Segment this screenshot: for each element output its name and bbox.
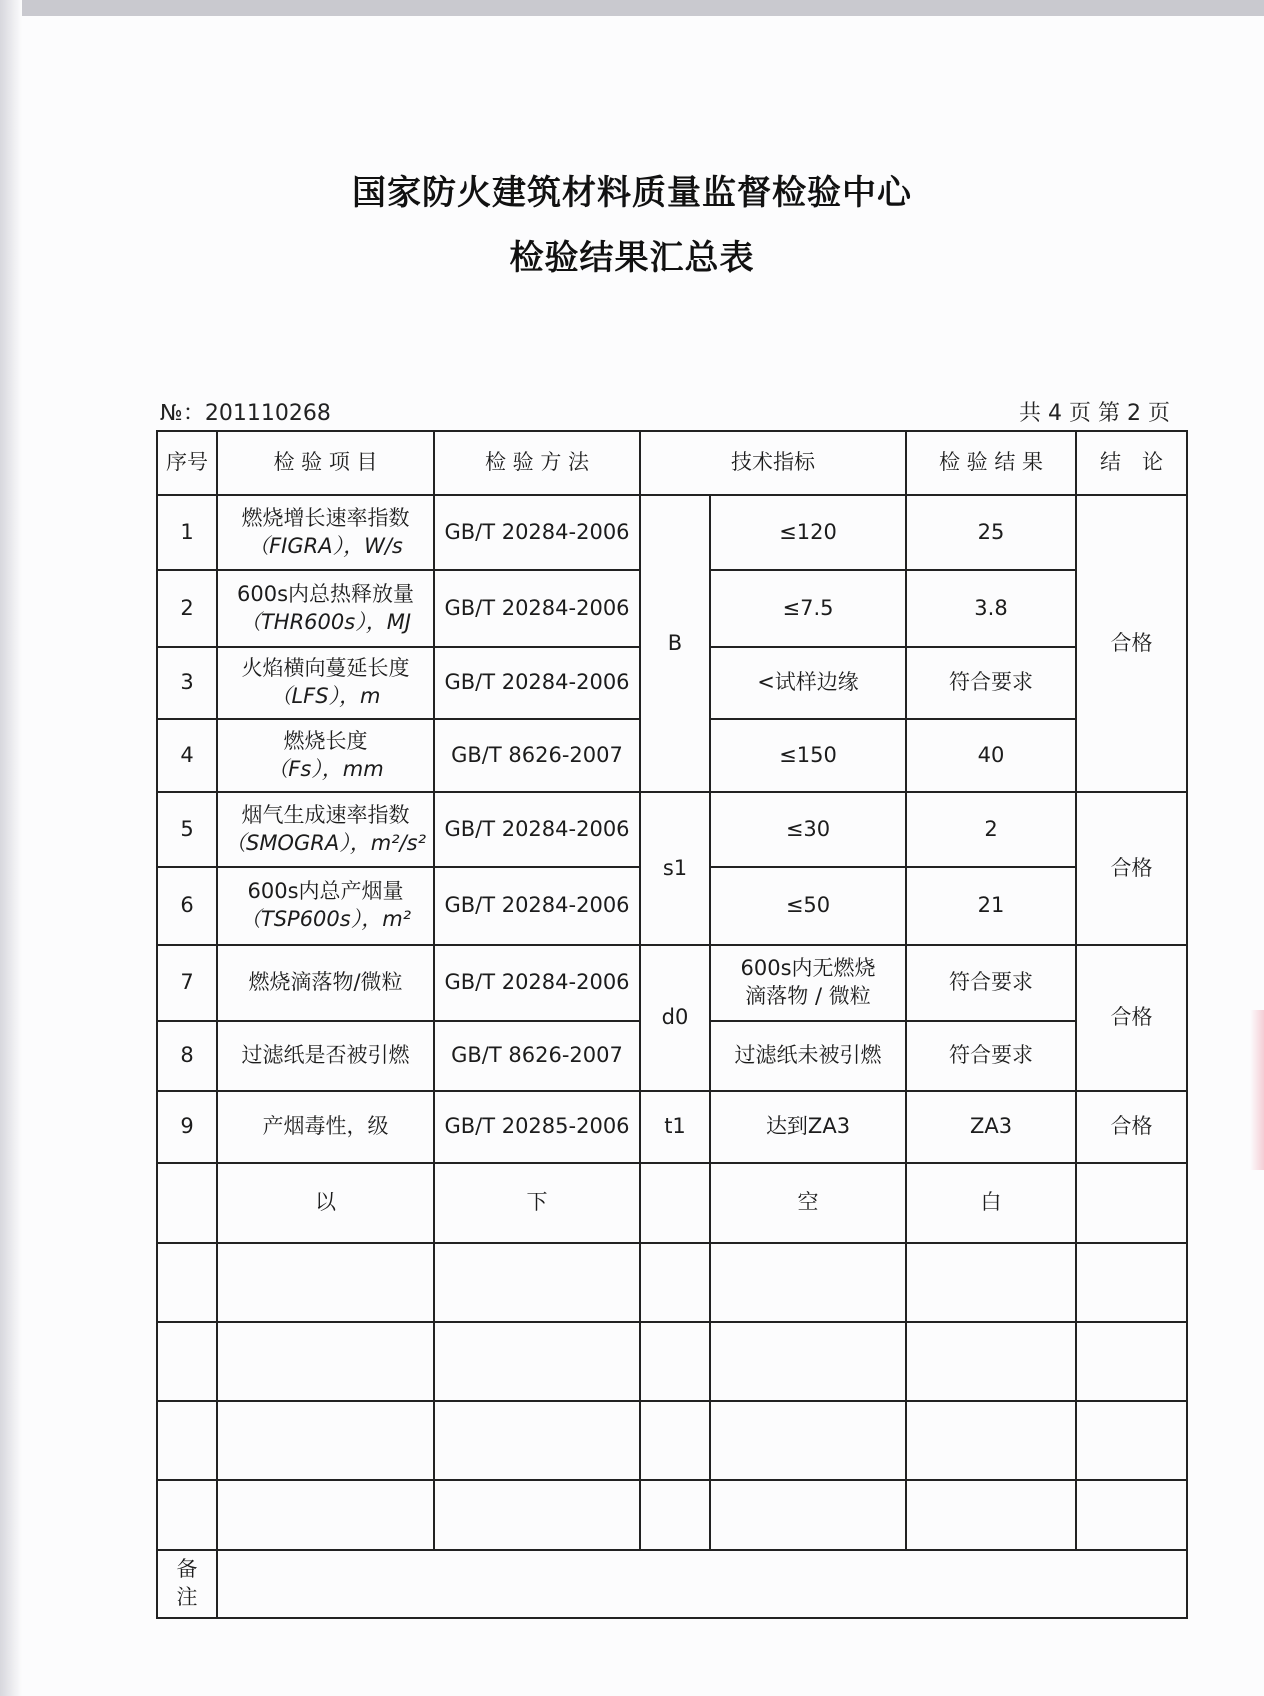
table-header-row	[157, 431, 1187, 495]
notes-label-text: 备注	[176, 1557, 198, 1609]
row-item	[217, 719, 434, 792]
row-result: 符合要求	[906, 647, 1076, 719]
row-no: 2	[157, 570, 217, 647]
col-header-result: 检 验 结 果	[906, 431, 1076, 495]
row-result: 2	[906, 792, 1076, 867]
row-no: 4	[157, 719, 217, 792]
item-line-symbol: （FIGRA），W/s	[248, 533, 403, 558]
class-cell: B	[640, 495, 710, 792]
table-row	[157, 495, 1187, 570]
item-line: 烟气生成速率指数	[241, 802, 410, 827]
empty-row	[157, 1243, 1187, 1322]
report-number: №：201110268	[160, 401, 331, 426]
blank-marker-row	[157, 1163, 1187, 1243]
table-row	[157, 945, 1187, 1021]
row-method: GB/T 20285-2006	[434, 1091, 640, 1163]
row-index	[710, 945, 906, 1021]
index-line: 600s内无燃烧	[740, 956, 876, 981]
row-item: 产烟毒性，级	[217, 1091, 434, 1163]
item-line: 燃烧增长速率指数	[241, 505, 410, 530]
item-line-symbol: （Fs），mm	[267, 756, 384, 781]
row-method: GB/T 20284-2006	[434, 495, 640, 570]
row-no: 6	[157, 867, 217, 945]
doc-title: 检验结果汇总表	[509, 238, 755, 278]
row-item: 燃烧滴落物/微粒	[217, 945, 434, 1021]
row-no: 9	[157, 1091, 217, 1163]
col-header-conclusion: 结 论	[1076, 431, 1187, 495]
row-item	[217, 867, 434, 945]
row-index: 达到ZA3	[710, 1091, 906, 1163]
row-index: ≤30	[710, 792, 906, 867]
class-cell: t1	[640, 1091, 710, 1163]
row-index: 过滤纸未被引燃	[710, 1021, 906, 1091]
row-index: ≤150	[710, 719, 906, 792]
page-info: 共 4 页 第 2 页	[1019, 401, 1170, 426]
empty-row	[157, 1322, 1187, 1401]
row-index: ≤7.5	[710, 570, 906, 647]
item-line-symbol: （SMOGRA），m²/s²	[224, 830, 427, 855]
red-stamp-edge	[1250, 1010, 1264, 1170]
row-result: ZA3	[906, 1091, 1076, 1163]
item-line: 600s内总产烟量	[247, 879, 404, 904]
item-line: 燃烧长度	[283, 728, 368, 753]
item-line: 600s内总热释放量	[236, 581, 415, 606]
blank-marker: 下	[434, 1163, 640, 1243]
row-item: 过滤纸是否被引燃	[217, 1021, 434, 1091]
notes-row	[157, 1550, 1187, 1618]
row-item	[217, 495, 434, 570]
row-result: 25	[906, 495, 1076, 570]
col-header-item: 检 验 项 目	[217, 431, 434, 495]
blank-marker: 空	[710, 1163, 906, 1243]
conclusion-cell: 合格	[1076, 792, 1187, 945]
table-row	[157, 1091, 1187, 1163]
page-edge	[0, 0, 1264, 16]
org-title: 国家防火建筑材料质量监督检验中心	[352, 173, 912, 213]
conclusion-cell: 合格	[1076, 495, 1187, 792]
row-no: 1	[157, 495, 217, 570]
row-result: 符合要求	[906, 1021, 1076, 1091]
conclusion-cell: 合格	[1076, 945, 1187, 1091]
row-item	[217, 792, 434, 867]
row-result: 符合要求	[906, 945, 1076, 1021]
row-method: GB/T 20284-2006	[434, 867, 640, 945]
notes-label	[157, 1550, 217, 1618]
results-table	[156, 430, 1188, 1619]
row-no: 7	[157, 945, 217, 1021]
row-result: 3.8	[906, 570, 1076, 647]
blank-marker: 以	[217, 1163, 434, 1243]
row-result: 40	[906, 719, 1076, 792]
row-index: ≤120	[710, 495, 906, 570]
row-method: GB/T 20284-2006	[434, 570, 640, 647]
class-cell: d0	[640, 945, 710, 1091]
empty-row	[157, 1480, 1187, 1550]
row-result: 21	[906, 867, 1076, 945]
class-cell: s1	[640, 792, 710, 945]
row-method: GB/T 8626-2007	[434, 1021, 640, 1091]
index-line: 滴落物 / 微粒	[745, 984, 871, 1008]
row-index: <试样边缘	[710, 647, 906, 719]
item-line: 火焰横向蔓延长度	[241, 656, 410, 681]
row-method: GB/T 20284-2006	[434, 792, 640, 867]
row-no: 8	[157, 1021, 217, 1091]
row-index: ≤50	[710, 867, 906, 945]
row-no: 3	[157, 647, 217, 719]
blank-marker: 白	[906, 1163, 1076, 1243]
col-header-no: 序号	[157, 431, 217, 495]
conclusion-cell: 合格	[1076, 1091, 1187, 1163]
table-row	[157, 792, 1187, 867]
item-line-symbol: （THR600s），MJ	[239, 609, 412, 634]
row-method: GB/T 8626-2007	[434, 719, 640, 792]
row-method: GB/T 20284-2006	[434, 647, 640, 719]
col-header-index: 技术指标	[640, 431, 906, 495]
col-header-method: 检 验 方 法	[434, 431, 640, 495]
row-item	[217, 647, 434, 719]
row-no: 5	[157, 792, 217, 867]
row-method: GB/T 20284-2006	[434, 945, 640, 1021]
row-item	[217, 570, 434, 647]
empty-row	[157, 1401, 1187, 1480]
notes-content	[217, 1550, 1187, 1618]
item-line-symbol: （TSP600s），m²	[239, 907, 412, 931]
item-line-symbol: （LFS），m	[270, 684, 381, 708]
